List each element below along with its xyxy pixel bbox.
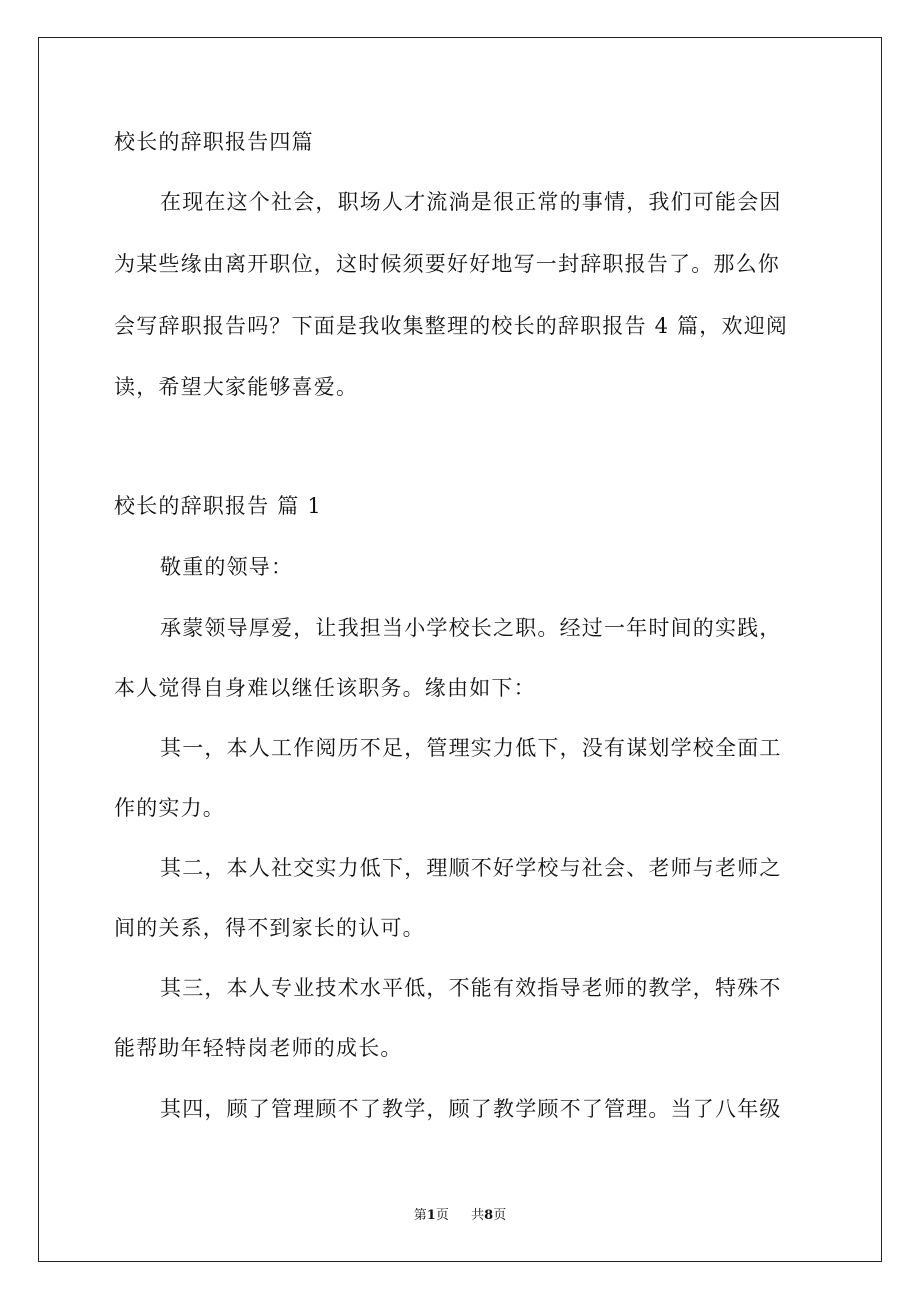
page-prefix: 第 xyxy=(413,1208,427,1223)
section-title: 校长的辞职报告 篇 1 xyxy=(114,494,322,518)
body-line-6: 间的关系，得不到家长的认可。 xyxy=(114,916,425,940)
salutation: 敬重的领导： xyxy=(160,555,294,579)
current-page-number: 1 xyxy=(426,1208,436,1223)
page-border xyxy=(38,37,882,1262)
page-unit: 页 xyxy=(435,1208,449,1223)
body-line-2: 本人觉得自身难以继任该职务。缘由如下： xyxy=(114,676,536,700)
intro-line-3: 会写辞职报告吗？下面是我收集整理的校长的辞职报告 4 篇，欢迎阅 xyxy=(114,314,789,338)
body-line-8: 能帮助年轻特岗老师的成长。 xyxy=(114,1036,403,1060)
body-line-1: 承蒙领导厚爱，让我担当小学校长之职。经过一年时间的实践， xyxy=(160,616,782,640)
total-page-number: 8 xyxy=(484,1208,494,1223)
body-line-3: 其一，本人工作阅历不足，管理实力低下，没有谋划学校全面工 xyxy=(160,736,782,760)
document-title: 校长的辞职报告四篇 xyxy=(114,130,314,154)
total-unit: 页 xyxy=(493,1208,507,1223)
body-line-9: 其四，顾了管理顾不了教学，顾了教学顾不了管理。当了八年级 xyxy=(160,1097,782,1121)
intro-line-1: 在现在这个社会，职场人才流淌是很正常的事情，我们可能会因 xyxy=(160,190,782,214)
total-prefix: 共 xyxy=(471,1208,485,1223)
body-line-4: 作的实力。 xyxy=(114,796,225,820)
page-footer xyxy=(0,1207,920,1225)
intro-line-4: 读，希望大家能够喜爱。 xyxy=(114,375,359,399)
body-line-5: 其二，本人社交实力低下，理顺不好学校与社会、老师与老师之 xyxy=(160,856,782,880)
body-line-7: 其三，本人专业技术水平低，不能有效指导老师的教学，特殊不 xyxy=(160,976,782,1000)
intro-line-2: 为某些缘由离开职位，这时候须要好好地写一封辞职报告了。那么你 xyxy=(114,252,780,276)
